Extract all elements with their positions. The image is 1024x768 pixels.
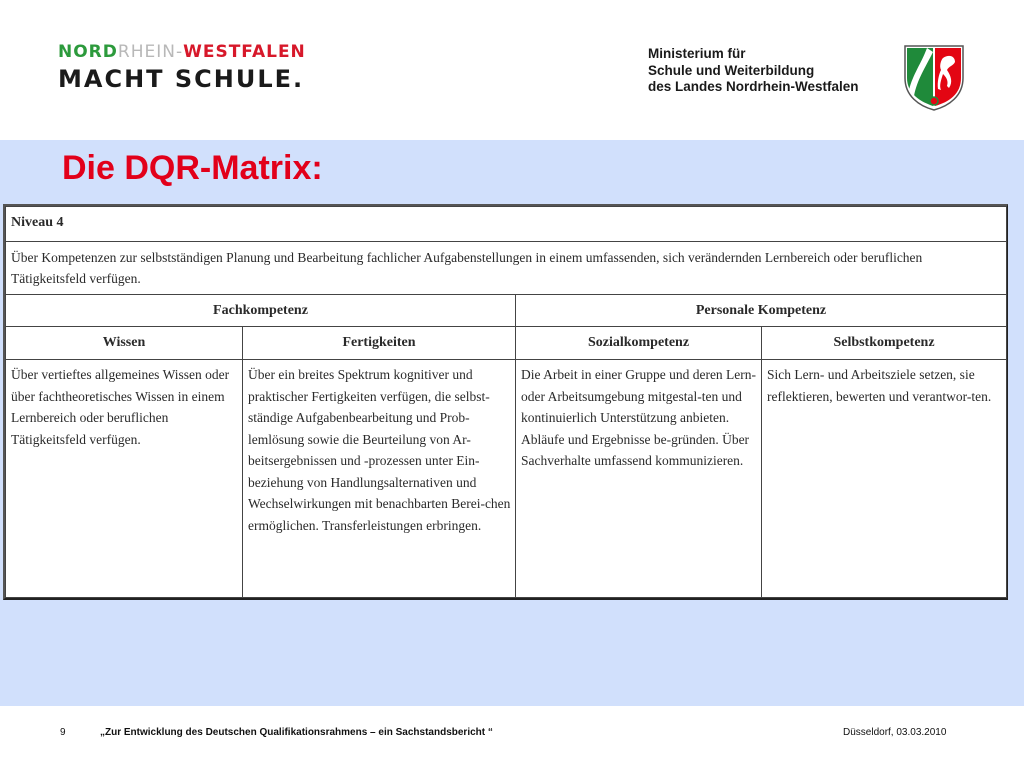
footer-title: „Zur Entwicklung des Deutschen Qualifikationsrahmens – ein Sachstandsbericht “ bbox=[100, 727, 493, 738]
logo-rhein: RHEIN- bbox=[117, 42, 184, 62]
cell-selbstkompetenz: Sich Lern- und Arbeitsziele setzen, sie reflektieren, bewerten und verantwor-ten. bbox=[762, 360, 1007, 598]
slide-footer bbox=[0, 706, 1024, 768]
cell-wissen: Über vertieftes allgemeines Wissen oder über fachtheoretisches Wissen in einem Lernbereich oder beruflichen Tätigkeitsfeld verfügen. bbox=[6, 360, 243, 598]
footer-date: Düsseldorf, 03.03.2010 bbox=[843, 727, 947, 738]
level-description: Über Kompetenzen zur selbstständigen Planung und Bearbeitung fachlicher Aufgabenstellungen in einem umfassenden, sich verändernden Lernbereich oder beruflichen Tätigkeitsfeld verfügen. bbox=[6, 242, 1007, 295]
column-header-sozialkompetenz: Sozialkompetenz bbox=[516, 327, 762, 360]
slide-header bbox=[0, 0, 1024, 140]
nrw-macht-schule-logo bbox=[58, 42, 306, 94]
column-header-selbstkompetenz: Selbstkompetenz bbox=[762, 327, 1007, 360]
page-number: 9 bbox=[60, 727, 66, 738]
slide-title: Die DQR-Matrix: bbox=[62, 149, 323, 187]
cell-sozialkompetenz: Die Arbeit in einer Gruppe und deren Lern- oder Arbeitsumgebung mitgestal-ten und kontinuierlich Unterstützung anbieten. Abläufe und Ergebnisse be-gründen. Über Sachverhalte umfassend kommunizieren. bbox=[516, 360, 762, 598]
dqr-matrix-table bbox=[3, 204, 1008, 600]
column-header-fertigkeiten: Fertigkeiten bbox=[243, 327, 516, 360]
ministry-line1: Ministerium für bbox=[648, 46, 746, 61]
nrw-coat-of-arms-icon bbox=[903, 44, 965, 112]
level-heading: Niveau 4 bbox=[6, 207, 1007, 242]
logo-nord: NORD bbox=[58, 42, 118, 62]
ministry-line3: des Landes Nordrhein-Westfalen bbox=[648, 79, 859, 94]
logo-line1 bbox=[58, 42, 306, 62]
logo-westfalen: WESTFALEN bbox=[183, 42, 306, 62]
group-personale-kompetenz: Personale Kompetenz bbox=[516, 295, 1007, 327]
column-header-wissen: Wissen bbox=[6, 327, 243, 360]
ministry-name bbox=[648, 46, 859, 96]
ministry-line2: Schule und Weiterbildung bbox=[648, 62, 815, 78]
logo-macht-schule: MACHT SCHULE. bbox=[58, 65, 305, 93]
cell-fertigkeiten: Über ein breites Spektrum kognitiver und praktischer Fertigkeiten verfügen, die selbst-ständige Aufgabenbearbeitung und Prob-lemlösung sowie die Beurteilung von Ar-beitsergebnissen und -prozessen unter Ein-beziehung von Handlungsalternativen und Wechselwirkungen mit benachbarten Berei-chen ermöglichen. Transferleistungen erbringen. bbox=[243, 360, 516, 598]
group-fachkompetenz: Fachkompetenz bbox=[6, 295, 516, 327]
